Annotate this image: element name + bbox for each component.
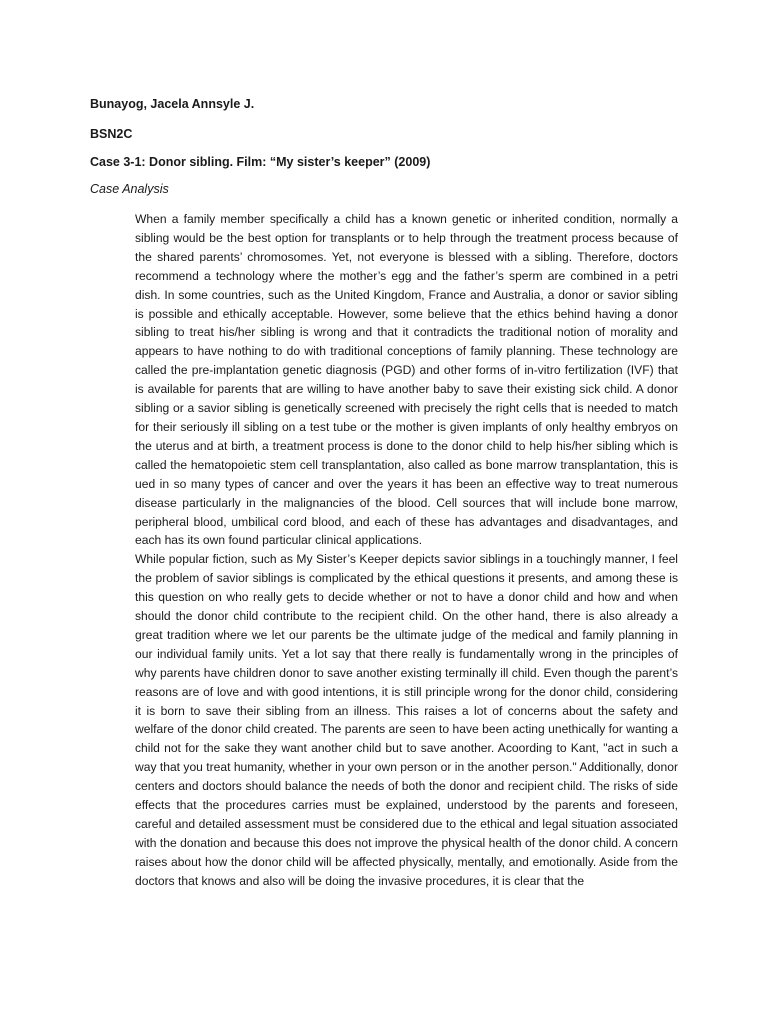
section-code: BSN2C <box>90 127 133 141</box>
author-name: Bunayog, Jacela Annsyle J. <box>90 97 255 111</box>
case-subheading: Case Analysis <box>90 182 169 196</box>
case-analysis-body <box>135 210 678 891</box>
case-title: Case 3-1: Donor sibling. Film: “My sister’s keeper” (2009) <box>90 155 431 169</box>
paragraph-1: When a family member specifically a child has a known genetic or inherited condition, normally a sibling would be the best option for transplants or to help through the treatment process because of the shared parents’ chromosomes. Yet, not everyone is blessed with a sibling. Therefore, doctors recommend a technology where the mother’s egg and the father’s sperm are combined in a petri dish. In some countries, such as the United Kingdom, France and Australia, a donor or savior sibling is possible and ethically acceptable. However, some believe that the ethics behind having a donor sibling to treat his/her sibling is wrong and that it contradicts the traditional notion of morality and appears to have nothing to do with traditional conceptions of family planning. These technology are called the pre-implantation genetic diagnosis (PGD) and other forms of in-vitro fertilization (IVF) that is available for parents that are willing to have another baby to save their existing sick child. A donor sibling or a savior sibling is genetically screened with precisely the right cells that is needed to match for their seriously ill sibling on a test tube or the mother is given implants of only healthy embryos on the uterus and at birth, a treatment process is done to the donor child to help his/her sibling which is called the hematopoietic stem cell transplantation, also called as bone marrow transplantation, this is ued in so many types of cancer and over the years it has been an effective way to treat numerous disease particularly in the malignancies of the blood. Cell sources that will include bone marrow, peripheral blood, umbilical cord blood, and each of these has advantages and disadvantages, and each has its own found particular clinical applications. <box>135 212 678 548</box>
paragraph-2: While popular fiction, such as My Sister’s Keeper depicts savior siblings in a touchingly manner, I feel the problem of savior siblings is complicated by the ethical questions it presents, and among these is this question on who really gets to decide whether or not to have a donor child and how and when should the donor child contribute to the recipient child. On the other hand, there is also already a great tradition where we let our parents be the ultimate judge of the medical and family planning in our individual family units. Yet a lot say that there really is fundamentally wrong in the principles of why parents have children donor to save another existing terminally ill child. Even though the parent’s reasons are of love and with good intentions, it is still principle wrong for the donor child, considering it is born to save their sibling from an illness. This raises a lot of concerns about the safety and welfare of the donor child created. The parents are seen to have been acting unethically for wanting a child not for the sake they want another child but to save another. Acoording to Kant, "act in such a way that you treat humanity, whether in your own person or in the another person." Additionally, donor centers and doctors should balance the needs of both the donor and recipient child. The risks of side effects that the procedures carries must be explained, understood by the parents and foreseen, careful and detailed assessment must be considered due to the ethical and legal situation associated with the donation and because this does not improve the physical health of the donor child. A concern raises about how the donor child will be affected physically, mentally, and emotionally. Aside from the doctors that knows and also will be doing the invasive procedures, it is clear that the <box>135 552 679 888</box>
